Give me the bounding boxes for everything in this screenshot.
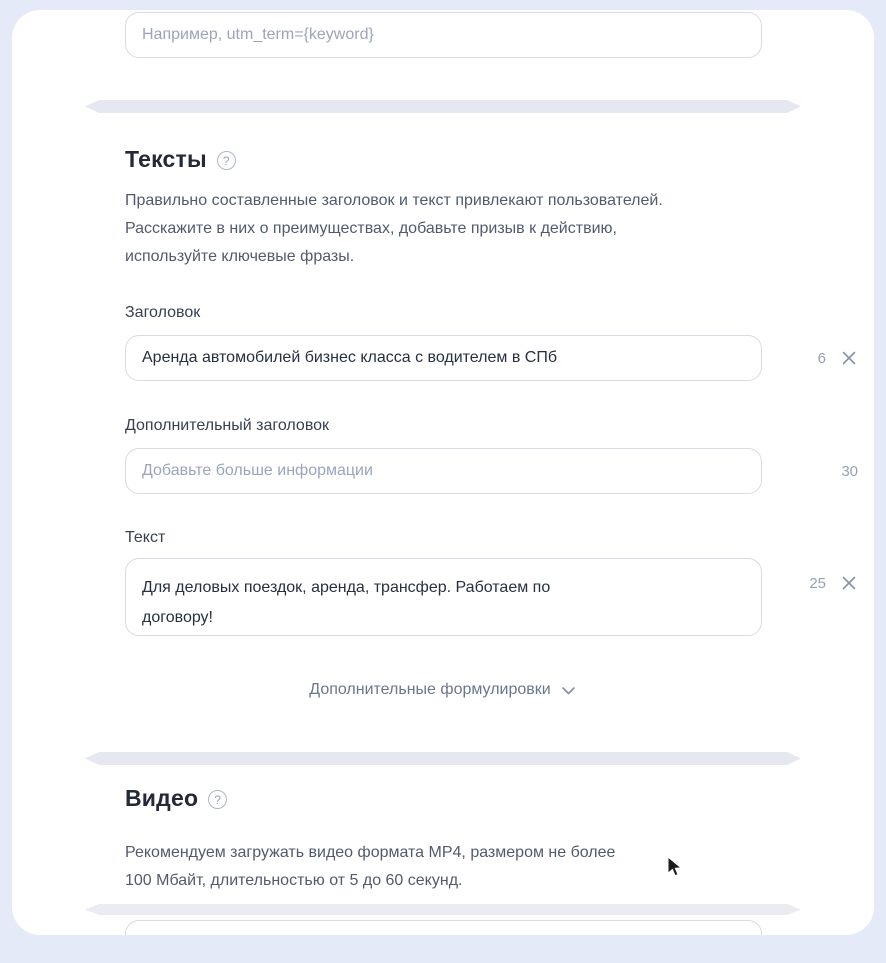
secondary-headline-label: Дополнительный заголовок [125,417,330,434]
video-url-input[interactable] [125,920,762,935]
video-section-title-label: Видео [125,785,199,811]
more-phrases-toggle[interactable] [85,681,801,699]
text-label: Текст [125,529,166,546]
clear-icon[interactable] [840,574,858,592]
video-section-description [125,839,615,895]
texts-section-title-label: Тексты [125,146,207,172]
clear-icon[interactable] [840,349,858,367]
card-separator [85,100,801,113]
text-input[interactable] [125,558,762,636]
card-separator [85,904,801,915]
description-line: используйте ключевые фразы. [125,248,355,265]
more-phrases-label: Дополнительные формулировки [309,681,551,698]
content-panel [12,10,874,935]
texts-section-description [125,187,663,271]
headline-input[interactable] [125,335,762,381]
chevron-down-icon [560,682,577,699]
headline-label: Заголовок [125,304,201,321]
help-icon[interactable]: ? [208,790,227,809]
text-input-value: Для деловых поездок, аренда, трансфер. Работаем по договору! [142,579,551,626]
description-line: Расскажите в них о преимуществах, добавьте призыв к действию, [125,220,617,237]
help-icon[interactable]: ? [217,151,236,170]
video-section-title [125,785,227,812]
description-line: 100 Мбайт, длительностью от 5 до 60 секунд. [125,872,463,889]
secondary-headline-input[interactable] [125,448,762,494]
texts-section-title [125,146,236,173]
utm-term-input[interactable] [125,12,762,58]
description-line: Рекомендуем загружать видео формата MP4, размером не более [125,844,616,861]
card-separator [85,752,801,765]
text-char-counter: 25 [809,574,826,592]
description-line: Правильно составленные заголовок и текст привлекают пользователей. [125,192,663,209]
headline-char-counter: 6 [817,349,826,367]
secondary-headline-char-counter: 30 [841,462,858,480]
